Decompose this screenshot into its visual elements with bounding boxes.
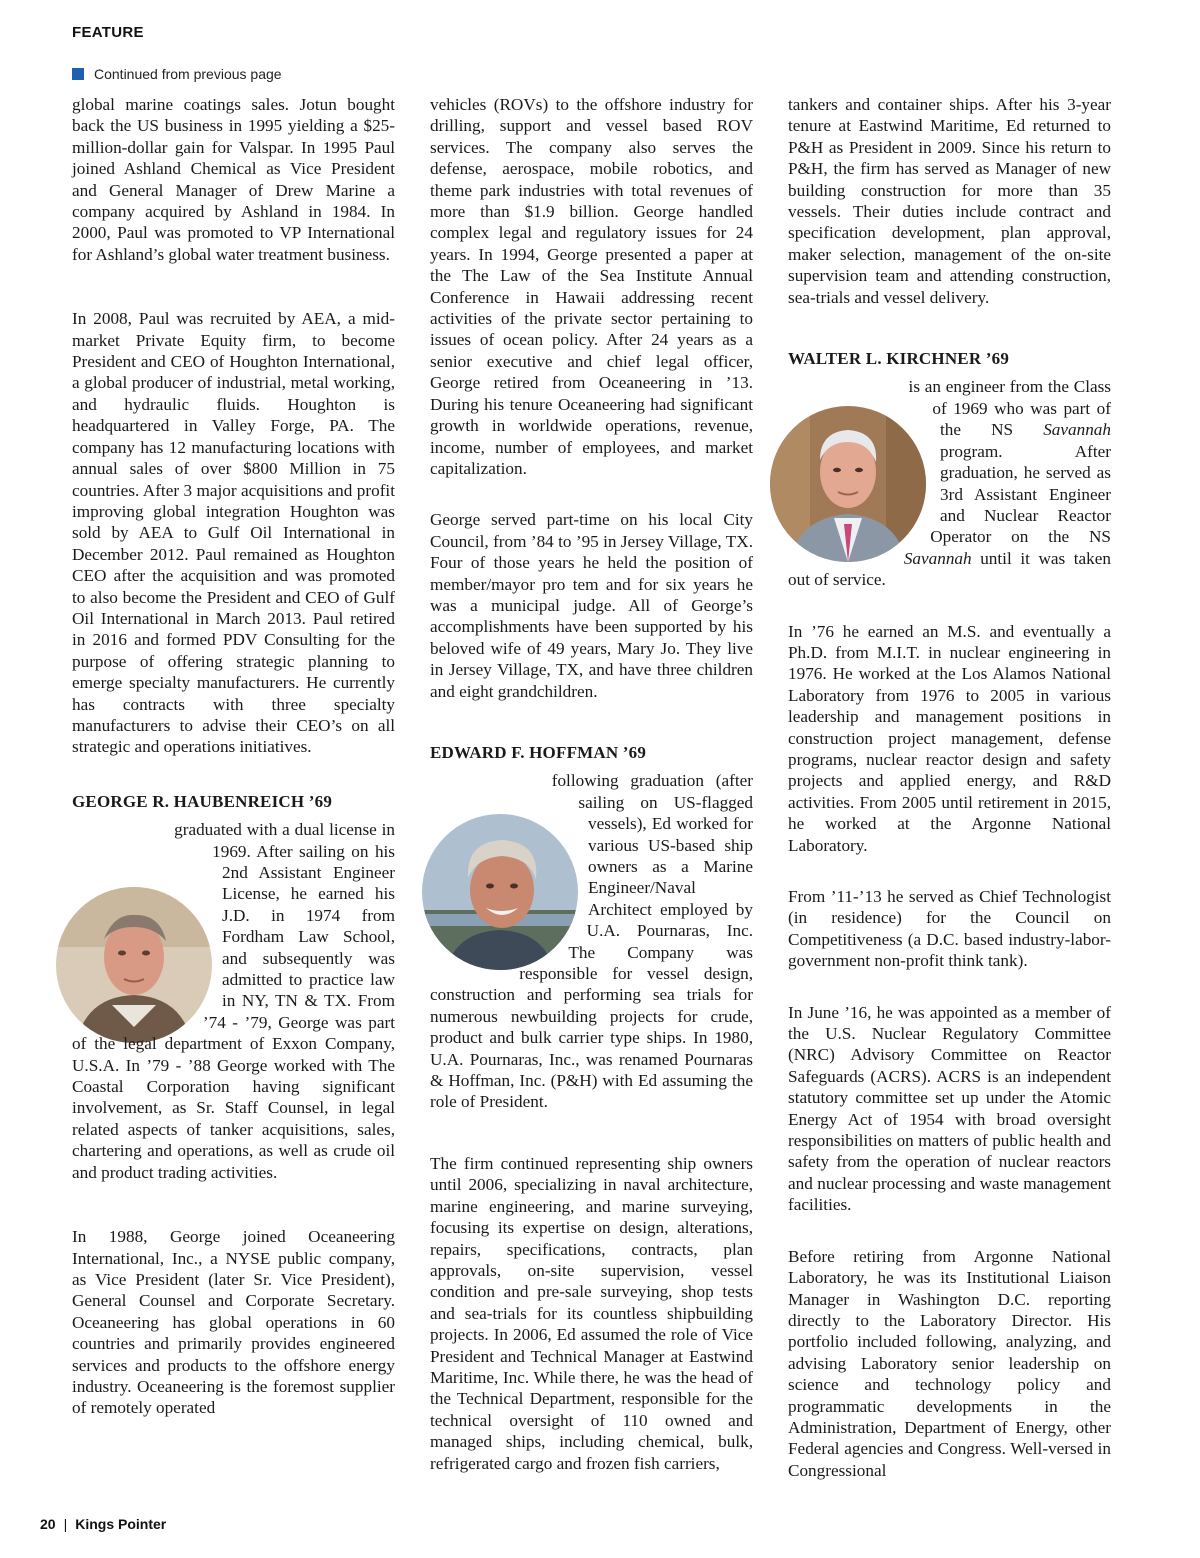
- col1-paragraph-3: [72, 819, 395, 1183]
- col2-paragraph-3: [430, 770, 753, 1113]
- col2-paragraph-4: The firm continued representing ship owners until 2006, specializing in naval architecture, marine engineering, and marine surveying, focusing its expertise on design, alterations, repairs, specifications, contracts, plan approvals, on-site supervision, vessel condition and pre-sale surveying, shop tests and sea-trials for its countless shipbuilding projects. In 2006, Ed assumed the role of Vice President and Technical Manager at Eastwind Maritime, Inc. While there, he was the head of the Technical Department, responsible for the technical oversight of 110 owned and managed ships, including chemical, bulk, refrigerated cargo and frozen fish carriers,: [430, 1153, 753, 1473]
- col3-paragraph-2: [788, 376, 1111, 590]
- heading-hoffman: EDWARD F. HOFFMAN ’69: [430, 742, 647, 762]
- col3-paragraph-2-italic-1: Savannah: [1043, 420, 1111, 440]
- col2-paragraph-1: vehicles (ROVs) to the offshore industry for drilling, support and vessel based ROV services. The company also serves the defense, aerospace, mobile robotics, and theme park industries with total revenues of more than $1.9 billion. George handled complex legal and regulatory issues for 24 years. In 1994, George presented a paper at the The Law of the Sea Institute Annual Conference in Hawaii addressing recent activities of the private sector pertaining to issues of ocean policy. After 24 years as a senior executive and chief legal officer, George retired from Oceaneering in ’13. During his tenure Oceaneering had significant growth in worldwide operations, revenue, income, number of employees, and market capitalization.: [430, 95, 753, 478]
- page-footer: [40, 1516, 166, 1532]
- haubenreich-portrait-photo: [56, 887, 212, 1043]
- col2-paragraph-2: George served part-time on his local City Council, from ’84 to ’95 in Jersey Village, TX. Four of those years he held the position of member/mayor pro tem and for six years he was a municipal judge. All of George’s accomplishments have been supported by his beloved wife of 49 years, Mary Jo. They live in Jersey Village, TX, and have three children and eight grandchildren.: [430, 510, 753, 701]
- hoffman-portrait-photo: [422, 814, 578, 970]
- continued-text: Continued from previous page: [94, 66, 282, 82]
- heading-haubenreich: GEORGE R. HAUBENREICH ’69: [72, 791, 333, 811]
- col3-paragraph-1: tankers and container ships. After his 3-year tenure at Eastwind Maritime, Ed returned to P&H as President in 2009. Since his return to P&H, the firm has served as Manager of new building construction for more than 35 vessels. Their duties include contract and specification development, plan approval, maker selection, management of the on-site supervision team and attending construction, sea-trials and vessel delivery.: [788, 95, 1111, 307]
- page-number: 20: [40, 1516, 56, 1532]
- column-2: [430, 94, 753, 1474]
- col1-paragraph-4: In 1988, George joined Oceaneering International, Inc., a NYSE public company, as Vice President (later Sr. Vice President), General Counsel and Corporate Secretary. Oceaneering has global operations in 60 countries and primarily provides engineered services and products to the offshore energy industry. Oceaneering is the foremost supplier of remotely operated: [72, 1227, 395, 1418]
- kirchner-portrait-photo: [770, 406, 926, 562]
- col3-paragraph-4: From ’11-’13 he served as Chief Technologist (in residence) for the Council on Competitiveness (a D.C. based industry-labor-government non-profit think tank).: [788, 887, 1111, 971]
- publication-name: Kings Pointer: [75, 1516, 167, 1532]
- section-label: FEATURE: [72, 24, 144, 41]
- col1-paragraph-3-text: graduated with a dual license in 1969. After sailing on his 2nd Assistant Engineer License, he earned his J.D. in 1974 from Fordham Law School, and subsequently was admitted to practice law in NY, TN & TX. From ’74 - ’79, George was part of the legal department of Exxon Company, U.S.A. In ’79 - ’88 George worked with The Coastal Corporation having significant involvement, as Sr. Staff Counsel, in legal related aspects of tanker acquisitions, sales, chartering and operations, as well as crude oil and product trading activities.: [72, 820, 395, 1182]
- continued-note: [72, 66, 282, 82]
- continued-square-icon: [72, 68, 84, 80]
- column-3: [788, 94, 1111, 1481]
- col3-paragraph-5: In June ’16, he was appointed as a member of the U.S. Nuclear Regulatory Committee (NRC) Advisory Committee on Reactor Safeguards (ACRS). ACRS is an independent statutory committee set up under the Atomic Energy Act of 1954 with broad oversight responsibilities on matters of public health and safety from the operation of nuclear reactors and nuclear processing and waste management facilities.: [788, 1002, 1111, 1215]
- col1-paragraph-1: global marine coatings sales. Jotun bought back the US business in 1995 yielding a $25-million-dollar gain for Valspar. In 1995 Paul joined Ashland Chemical as Vice President and General Manager of Drew Marine a company acquired by Ashland in 1984. In 2000, Paul was promoted to VP International for Ashland’s global water treatment business.: [72, 95, 395, 264]
- heading-kirchner: WALTER L. KIRCHNER ’69: [788, 349, 1010, 369]
- col3-paragraph-3: In ’76 he earned an M.S. and eventually a Ph.D. from M.I.T. in nuclear engineering in 1976. He worked at the Los Alamos National Laboratory from 1976 to 2005 in various leadership and management positions in construction project management, defense programs, nuclear reactor design and safety projects and applied energy, and R&D activities. From 2005 until retirement in 2015, he worked at the Argonne National Laboratory.: [788, 621, 1111, 855]
- col3-paragraph-2-text-a: is an engineer from the Class of 1969 who was part of the NS: [908, 377, 1111, 440]
- footer-separator: |: [63, 1516, 68, 1532]
- col3-paragraph-6: Before retiring from Argonne National Laboratory, he was its Institutional Liaison Manager in Washington D.C. reporting directly to the Laboratory Director. His portfolio included following, analyzing, and advising Laboratory senior leadership on science and technology policy and programmatic developments in the Administration, Department of Energy, other Federal agencies and Congress. Well-versed in Congressional: [788, 1246, 1111, 1480]
- col3-paragraph-2-text-c: program. After graduation, he served as 3rd Assistant Engineer and Nuclear Reactor Operator on the NS: [930, 441, 1111, 547]
- column-1: [72, 94, 395, 1419]
- col3-paragraph-2-text-e: until it was taken out of service.: [788, 548, 1111, 590]
- col1-paragraph-2: In 2008, Paul was recruited by AEA, a mid-market Private Equity firm, to become President and CEO of Houghton International, a global producer of industrial, metal working, and hydraulic fluids. Houghton is headquartered in Valley Forge, PA. The company has 12 manufacturing locations with annual sales of over $800 Million in 75 countries. After 3 major acquisitions and profit improving global integration Houghton was sold by AEA to Gulf Oil International in December 2012. Paul remained as Houghton CEO after the acquisition and was promoted to also become the President and CEO of Gulf Oil International in March 2013. Paul retired in 2016 and formed PDV Consulting for the purpose of offering strategic planning to emerge specialty manufacturers. He currently has contracts with three specialty manufacturers to advise their CEO’s on all strategic and operations initiatives.: [72, 309, 395, 757]
- col2-paragraph-3-text: following graduation (after sailing on US-flagged vessels), Ed worked for various US-based ship owners as a Marine Engineer/Naval Architect employed by U.A. Pournaras, Inc. The Company was responsible for vessel design, construction and performing sea trials for numerous newbuilding projects for crude, product and bulk carrier type ships. In 1980, U.A. Pournaras, Inc., was renamed Pournaras & Hoffman, Inc. (P&H) with Ed assuming the role of President.: [430, 771, 753, 1112]
- col3-paragraph-2-italic-2: Savannah: [903, 548, 972, 568]
